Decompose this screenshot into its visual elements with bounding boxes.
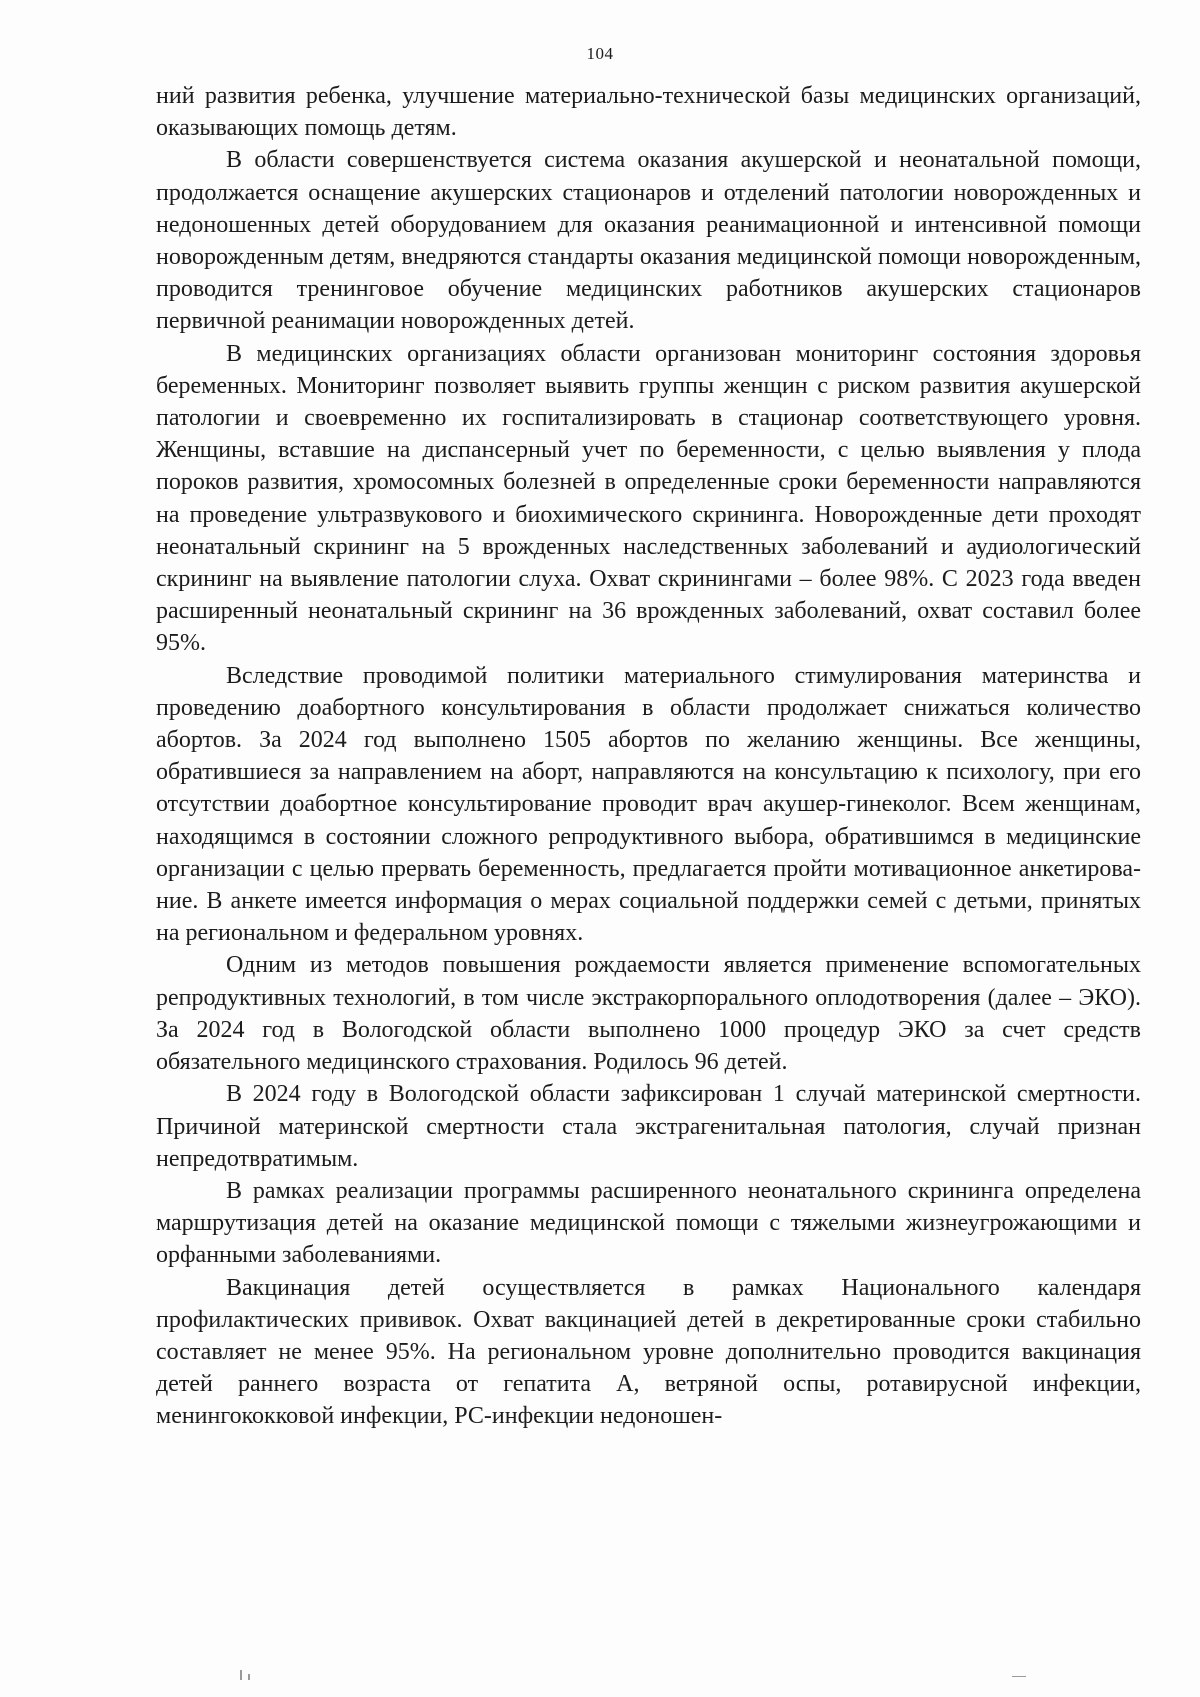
scan-mark [248,1674,250,1680]
paragraph-maternal-mortality: В 2024 году в Вологодской области зафиксирован 1 случай материнской смертности. Причиной материнской смертности стала экстрагенитальная патология, случай признан непредотвратимым. [156,1081,1141,1172]
scan-edge-marks [0,1670,1200,1690]
paragraph-ivf: Одним из методов повышения рождаемости является применение вспомогательных репродуктивных технологий, в том числе экстракорпорального оплодотворения (далее – ЭКО). За 2024 год в Вологодской области выполнено 1000 процедур ЭКО за счет средств обязательного медицинского страхования. Родилось 96 детей. [156,952,1141,1076]
body-text [156,80,1141,1433]
paragraph-pregnancy-monitoring: В медицинских организациях области организован мониторинг состояния здоровья беременных. Мониторинг позволяет выявить группы женщин с риском развития акушерской патологии и своевременно их госпитализировать в стационар соответствующего уровня. Женщины, вставшие на диспансерный учет по беременности, с целью выявления у плода пороков развития, хромосомных болезней в определенные сроки беременности направляются на проведение ультразвукового и биохимического скрининга. Новорожденные дети проходят неонатальный скрининг на 5 врожденных наследственных заболеваний и аудиологический скрининг на выявление патологии слуха. Охват скринингами – более 98%. С 2023 года введен расширенный неонатальный скрининг на 36 врожденных заболеваний, охват составил более 95%. [156,340,1141,657]
paragraph-obstetric-care: В области совершенствуется система оказания акушерской и неонатальной помощи, продолжается оснащение акушерских стационаров и отделений патологии новорожденных и недоношенных детей оборудованием для оказания реанимационной и интенсивной помощи новорожденным детям, внедряются стандарты оказания медицинской помощи новорожденным, проводится тренинговое обучение медицинских работников акушерских стационаров первичной реанимации новорожденных детей. [156,147,1141,335]
page-number: 104 [586,44,614,63]
paragraph-vaccination: Вакцинация детей осуществляется в рамках Национального календаря профилактических прививок. Охват вакцинацией детей в декретированные сроки стабильно составляет не менее 95%. На региональном уровне дополнительно проводится вакцинация детей раннего возраста от гепатита А, ветряной оспы, ротавирусной инфекции, менингококковой инфекции, РС-инфекции недоношен- [156,1274,1141,1430]
scan-mark [1012,1676,1026,1677]
scan-mark [240,1670,242,1680]
paragraph-continuation: ний развития ребенка, улучшение материально-технической базы медицинских организаций, оказывающих помощь детям. [156,83,1141,142]
paragraph-neonatal-screening-routing: В рамках реализации программы расширенного неонатального скрининга определена маршрутизация детей на оказание медицинской помощи с тяжелыми жизнеугрожающими и орфанными заболеваниями. [156,1177,1141,1269]
paragraph-abortion-reduction: Вследствие проводимой политики материального стимулирования материнства и проведению доабортного консультирования в области продолжает снижаться количество абортов. За 2024 год выполнено 1505 абортов по желанию женщины. Все женщины, обратившиеся за направлением на аборт, направляются на консультацию к психологу, при его отсутствии доабортное консультирование проводит врач акушер-гинеколог. Всем женщинам, находящимся в состоянии сложного репродуктивного выбора, обратившимся в медицинские организации с целью прервать беременность, предлагается пройти мотивационное анкетирование. В анкете имеется информация о мерах социальной поддержки семей с детьми, принятых на региональном и федеральном уровнях. [156,662,1141,947]
